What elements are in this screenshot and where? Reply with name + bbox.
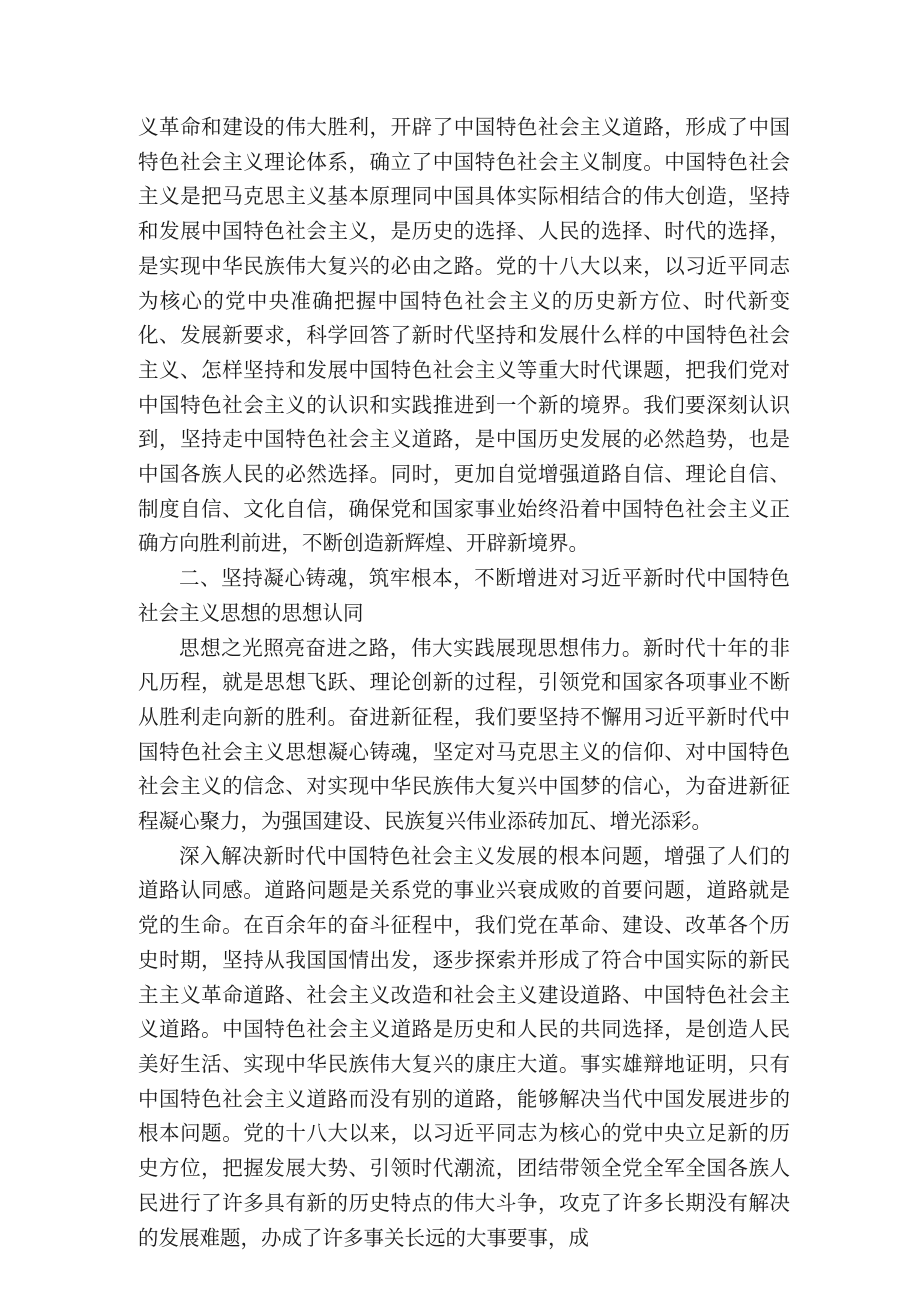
document-body xyxy=(138,110,790,1255)
section-heading: 二、坚持凝心铸魂，筑牢根本，不断增进对习近平新时代中国特色社会主义思想的思想认同 xyxy=(138,566,790,625)
paragraph: 深入解决新时代中国特色社会主义发展的根本问题，增强了人们的道路认同感。道路问题是关系党的事业兴衰成败的首要问题，道路就是党的生命。在百余年的奋斗征程中，我们党在革命、建设、改革各个历史时期，坚持从我国国情出发，逐步探索并形成了符合中国实际的新民主主义革命道路、社会主义改造和社会主义建设道路、中国特色社会主义道路。中国特色社会主义道路是历史和人民的共同选择，是创造人民美好生活、实现中华民族伟大复兴的康庄大道。事实雄辩地证明，只有中国特色社会主义道路而没有别的道路，能够解决当代中国发展进步的根本问题。党的十八大以来，以习近平同志为核心的党中央立足新的历史方位，把握发展大势、引领时代潮流，团结带领全党全军全国各族人民进行了许多具有新的历史特点的伟大斗争，攻克了许多长期没有解决的发展难题，办成了许多事关长远的大事要事，成 xyxy=(138,843,790,1250)
paragraph: 思想之光照亮奋进之路，伟大实践展现思想伟力。新时代十年的非凡历程，就是思想飞跃、理论创新的过程，引领党和国家各项事业不断从胜利走向新的胜利。奋进新征程，我们要坚持不懈用习近平新时代中国特色社会主义思想凝心铸魂，坚定对马克思主义的信仰、对中国特色社会主义的信念、对实现中华民族伟大复兴中国梦的信心，为奋进新征程凝心聚力，为强国建设、民族复兴伟业添砖加瓦、增光添彩。 xyxy=(138,635,790,834)
paragraph-continued: 义革命和建设的伟大胜利，开辟了中国特色社会主义道路，形成了中国特色社会主义理论体系，确立了中国特色社会主义制度。中国特色社会主义是把马克思主义基本原理同中国具体实际相结合的伟大创造，坚持和发展中国特色社会主义，是历史的选择、人民的选择、时代的选择，是实现中华民族伟大复兴的必由之路。党的十八大以来，以习近平同志为核心的党中央准确把握中国特色社会主义的历史新方位、时代新变化、发展新要求，科学回答了新时代坚持和发展什么样的中国特色社会主义、怎样坚持和发展中国特色社会主义等重大时代课题，把我们党对中国特色社会主义的认识和实践推进到一个新的境界。我们要深刻认识到，坚持走中国特色社会主义道路，是中国历史发展的必然趋势，也是中国各族人民的必然选择。同时，更加自觉增强道路自信、理论自信、制度自信、文化自信，确保党和国家事业始终沿着中国特色社会主义正确方向胜利前进，不断创造新辉煌、开辟新境界。 xyxy=(138,115,790,556)
